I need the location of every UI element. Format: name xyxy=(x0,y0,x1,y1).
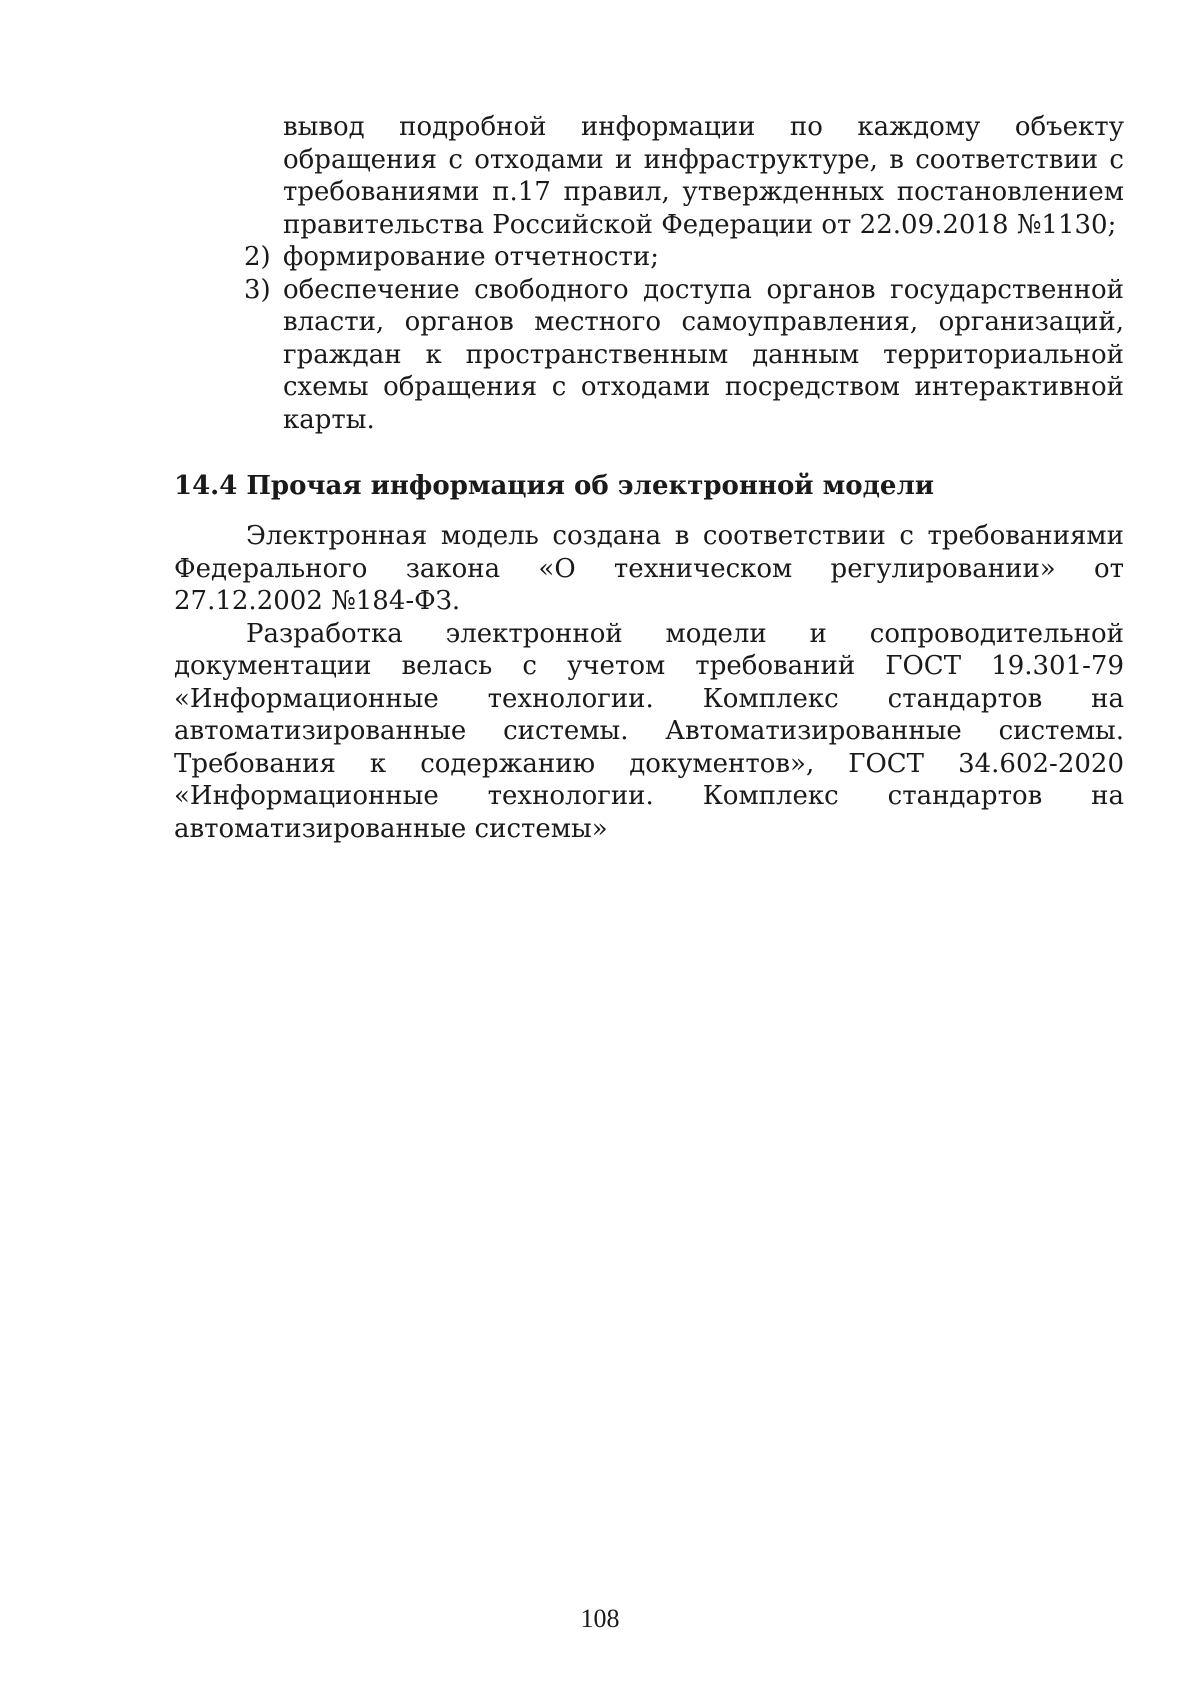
list-item-number: 2) xyxy=(244,242,271,272)
list-item-number: 3) xyxy=(244,274,271,305)
section-heading: 14.4 Прочая информация об электронной модели xyxy=(174,471,935,501)
paragraph: Электронная модель создана в соответствии с требованиями Федерального закона «О техническом регулировании» от 27.12.2002 №184-ФЗ. xyxy=(174,521,1124,616)
list-item-text: обеспечение свободного доступа органов государственной власти, органов местного самоуправления, организаций, граждан к пространственным данным территориальной схемы обращения с отходами посредством интерактивной карты. xyxy=(283,274,1124,435)
list-item-1-continuation: вывод подробной информации по каждому объекту обращения с отходами и инфраструктуре, в соответствии с требованиями п.17 правил, утвержденных постановлением правительства Российской Федерации от 22.09.2018 №1130; xyxy=(283,112,1124,240)
list-item-text: формирование отчетности; xyxy=(283,242,659,272)
paragraph: Разработка электронной модели и сопроводительной документации велась с учетом требований ГОСТ 19.301-79 «Информационные технологии. Комплекс стандартов на автоматизированные системы. Автоматизированные системы. Требования к содержанию документов», ГОСТ 34.602-2020 «Информационные технологии. Комплекс стандартов на автоматизированные системы» xyxy=(174,618,1124,844)
list-item xyxy=(174,274,1124,437)
list-item xyxy=(174,241,1124,274)
page-number: 108 xyxy=(580,1604,620,1633)
page-content xyxy=(174,111,1124,845)
numbered-list xyxy=(174,241,1124,436)
